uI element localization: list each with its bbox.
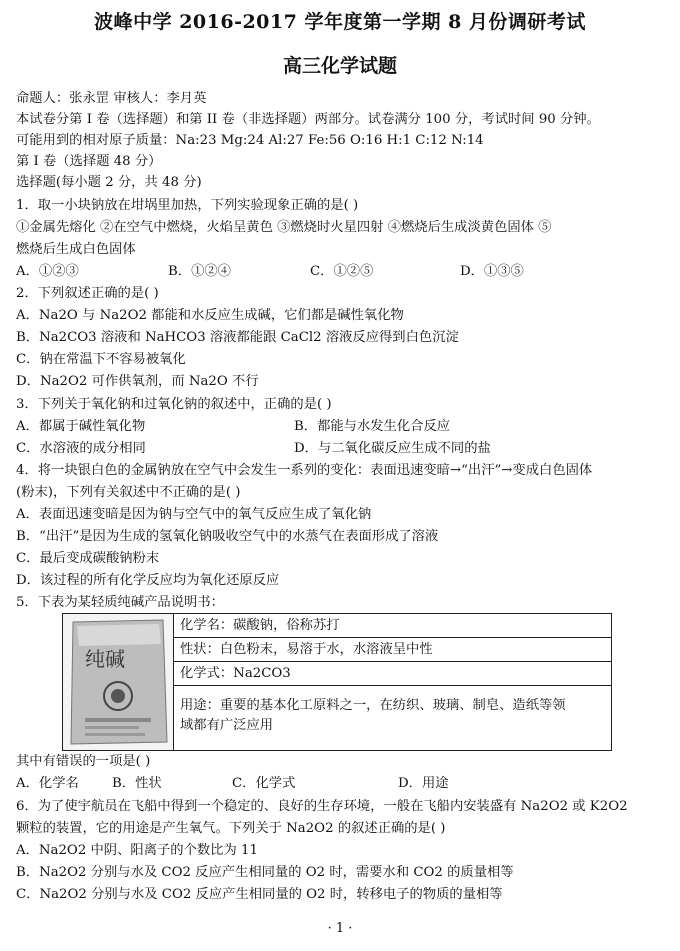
table-row-properties: 性状：白色粉末，易溶于水，水溶液呈中性 [174, 638, 611, 662]
q6-option-b: B．Na2O2 分别与水及 CO2 反应产生相同量的 O2 时，需要水和 CO2 的质量相等 [16, 865, 514, 880]
q1-statements-cont: 燃烧后生成白色固体 [16, 242, 136, 257]
q2-stem: 2．下列叙述正确的是( ) [16, 286, 159, 301]
table-row-name: 化学名：碳酸钠，俗称苏打 [174, 614, 611, 638]
authors-line: 命题人：张永罡 审核人：李月英 [16, 91, 207, 106]
q3-option-c: C．水溶液的成分相同 [16, 441, 146, 456]
atomic-mass-line: 可能用到的相对原子质量：Na:23 Mg:24 Al:27 Fe:56 O:16 H:1 C:12 N:14 [16, 133, 484, 148]
exam-title: 波峰中学 2016-2017 学年度第一学期 8 月份调研考试 [94, 11, 586, 33]
q1-option-d: D．①③⑤ [460, 264, 524, 279]
q1-statements: ①金属先熔化 ②在空气中燃烧，火焰呈黄色 ③燃烧时火星四射 ④燃烧后生成淡黄色固体 ⑤ [16, 220, 552, 235]
page-number: · 1 · [327, 921, 353, 936]
table-row-uses [174, 686, 611, 750]
soda-bag-icon [63, 614, 173, 750]
q3-option-b: B．都能与水发生化合反应 [294, 419, 451, 434]
q2-option-d: D．Na2O2 可作供氧剂，而 Na2O 不行 [16, 374, 259, 389]
q2-option-b: B．Na2CO3 溶液和 NaHCO3 溶液都能跟 CaCl2 溶液反应得到白色沉淀 [16, 330, 459, 345]
q5-ask: 其中有错误的一项是( ) [16, 754, 151, 769]
product-bag-image [63, 614, 174, 750]
q6-stem-cont: 颗粒的装置，它的用途是产生氧气。下列关于 Na2O2 的叙述正确的是( ) [16, 821, 446, 836]
product-table [62, 613, 612, 751]
q2-option-a: A．Na2O 与 Na2O2 都能和水反应生成碱，它们都是碱性氧化物 [16, 308, 404, 323]
q4-option-d: D．该过程的所有化学反应均为氧化还原反应 [16, 573, 280, 588]
q6-option-c: C．Na2O2 分别与水及 CO2 反应产生相同量的 O2 时，转移电子的物质的量相等 [16, 887, 503, 902]
q4-stem-cont: (粉末)，下列有关叙述中不正确的是( ) [16, 485, 241, 500]
q1-option-c: C．①②⑤ [310, 264, 374, 279]
q1-option-a: A．①②③ [16, 264, 79, 279]
section-heading: 第 I 卷（选择题 48 分） [16, 154, 162, 169]
q5-option-b: B．性状 [112, 776, 162, 791]
exam-subtitle: 高三化学试题 [282, 55, 397, 77]
q5-stem: 5．下表为某轻质纯碱产品说明书： [16, 595, 224, 610]
q4-option-b: B．“出汗”是因为生成的氢氧化钠吸收空气中的水蒸气在表面形成了溶液 [16, 529, 439, 544]
q3-stem: 3．下列关于氧化钠和过氧化钠的叙述中，正确的是( ) [16, 397, 332, 412]
q5-option-d: D．用途 [398, 776, 449, 791]
bag-label: 纯碱 [85, 647, 125, 671]
q4-option-c: C．最后变成碳酸钠粉末 [16, 551, 160, 566]
q2-option-c: C．钠在常温下不容易被氧化 [16, 352, 186, 367]
q1-stem: 1．取一小块钠放在坩埚里加热，下列实验现象正确的是( ) [16, 198, 359, 213]
uses-line-1: 用途：重要的基本化工原料之一，在纺织、玻璃、制皂、造纸等领 [180, 698, 566, 713]
q6-stem: 6．为了使宇航员在飞船中得到一个稳定的、良好的生存环境，一般在飞船内安装盛有 Na2O2 或 K2O2 [16, 799, 628, 814]
instruction-line: 选择题(每小题 2 分，共 48 分) [16, 175, 202, 190]
q1-option-b: B．①②④ [168, 264, 231, 279]
uses-line-2: 域都有广泛应用 [180, 718, 274, 733]
q5-option-c: C．化学式 [232, 776, 296, 791]
q5-option-a: A．化学名 [16, 776, 79, 791]
structure-line: 本试卷分第 I 卷（选择题）和第 II 卷（非选择题）两部分。试卷满分 100 分，考试时间 90 分钟。 [16, 112, 600, 127]
q3-option-a: A．都属于碱性氧化物 [16, 419, 146, 434]
q6-option-a: A．Na2O2 中阴、阳离子的个数比为 11 [16, 843, 258, 858]
q4-option-a: A．表面迅速变暗是因为钠与空气中的氧气反应生成了氧化钠 [16, 507, 372, 522]
table-row-formula: 化学式：Na2CO3 [174, 662, 611, 686]
q4-stem: 4．将一块银白色的金属钠放在空气中会发生一系列的变化：表面迅速变暗→“出汗”→变成白色固体 [16, 463, 593, 478]
q3-option-d: D．与二氧化碳反应生成不同的盐 [294, 441, 491, 456]
